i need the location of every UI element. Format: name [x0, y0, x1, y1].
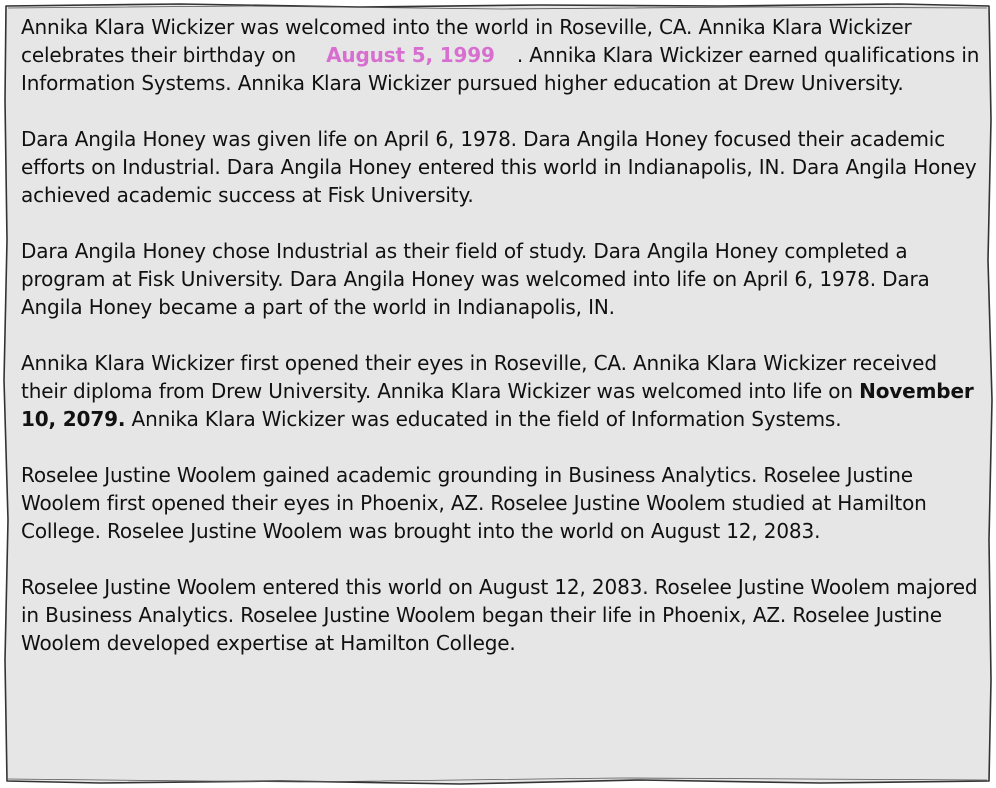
paragraph-dara-2 — [21, 237, 981, 321]
paragraph-roselee-1 — [21, 461, 981, 545]
bold-date: November 10, 2079. — [21, 379, 974, 431]
paragraph-text: Annika Klara Wickizer was educated in the field of Information Systems. — [131, 407, 842, 431]
document-text — [21, 13, 981, 685]
paragraph-text: Dara Angila Honey chose Industrial as their field of study. Dara Angila Honey completed a program at Fisk University. Dara Angila Honey was welcomed into life on April 6, 1978. Dara Angila Honey became a part of the world in Indianapolis, IN. — [21, 239, 930, 319]
paragraph-text: Annika Klara Wickizer was welcomed into the world in Roseville, CA. Annika Klara Wickizer celebrates their birthday on — [21, 15, 912, 67]
paragraph-dara-1 — [21, 125, 981, 209]
paragraph-roselee-2 — [21, 573, 981, 657]
paragraph-text: Roselee Justine Woolem gained academic grounding in Business Analytics. Roselee Justine Woolem first opened their eyes in Phoenix, AZ. Roselee Justine Woolem studied at Hamilton College. Roselee Justine Woolem was brought into the world on August 12, 2083. — [21, 463, 927, 543]
paragraph-annika-2 — [21, 349, 981, 433]
highlighted-date: August 5, 1999 — [326, 43, 495, 67]
paragraph-text: . Annika Klara Wickizer earned qualifications in Information Systems. Annika Klara Wickizer pursued higher education at Drew University. — [21, 43, 980, 95]
paragraph-text: Annika Klara Wickizer first opened their eyes in Roseville, CA. Annika Klara Wickizer received their diploma from Drew University. Annika Klara Wickizer was welcomed into life on — [21, 351, 937, 403]
paragraph-annika-1 — [21, 13, 981, 97]
paragraph-text: Dara Angila Honey was given life on April 6, 1978. Dara Angila Honey focused their academic efforts on Industrial. Dara Angila Honey entered this world in Indianapolis, IN. Dara Angila Honey achieved academic success at Fisk University. — [21, 127, 977, 207]
paragraph-text: Roselee Justine Woolem entered this world on August 12, 2083. Roselee Justine Woolem majored in Business Analytics. Roselee Justine Woolem began their life in Phoenix, AZ. Roselee Justine Woolem developed expertise at Hamilton College. — [21, 575, 978, 655]
